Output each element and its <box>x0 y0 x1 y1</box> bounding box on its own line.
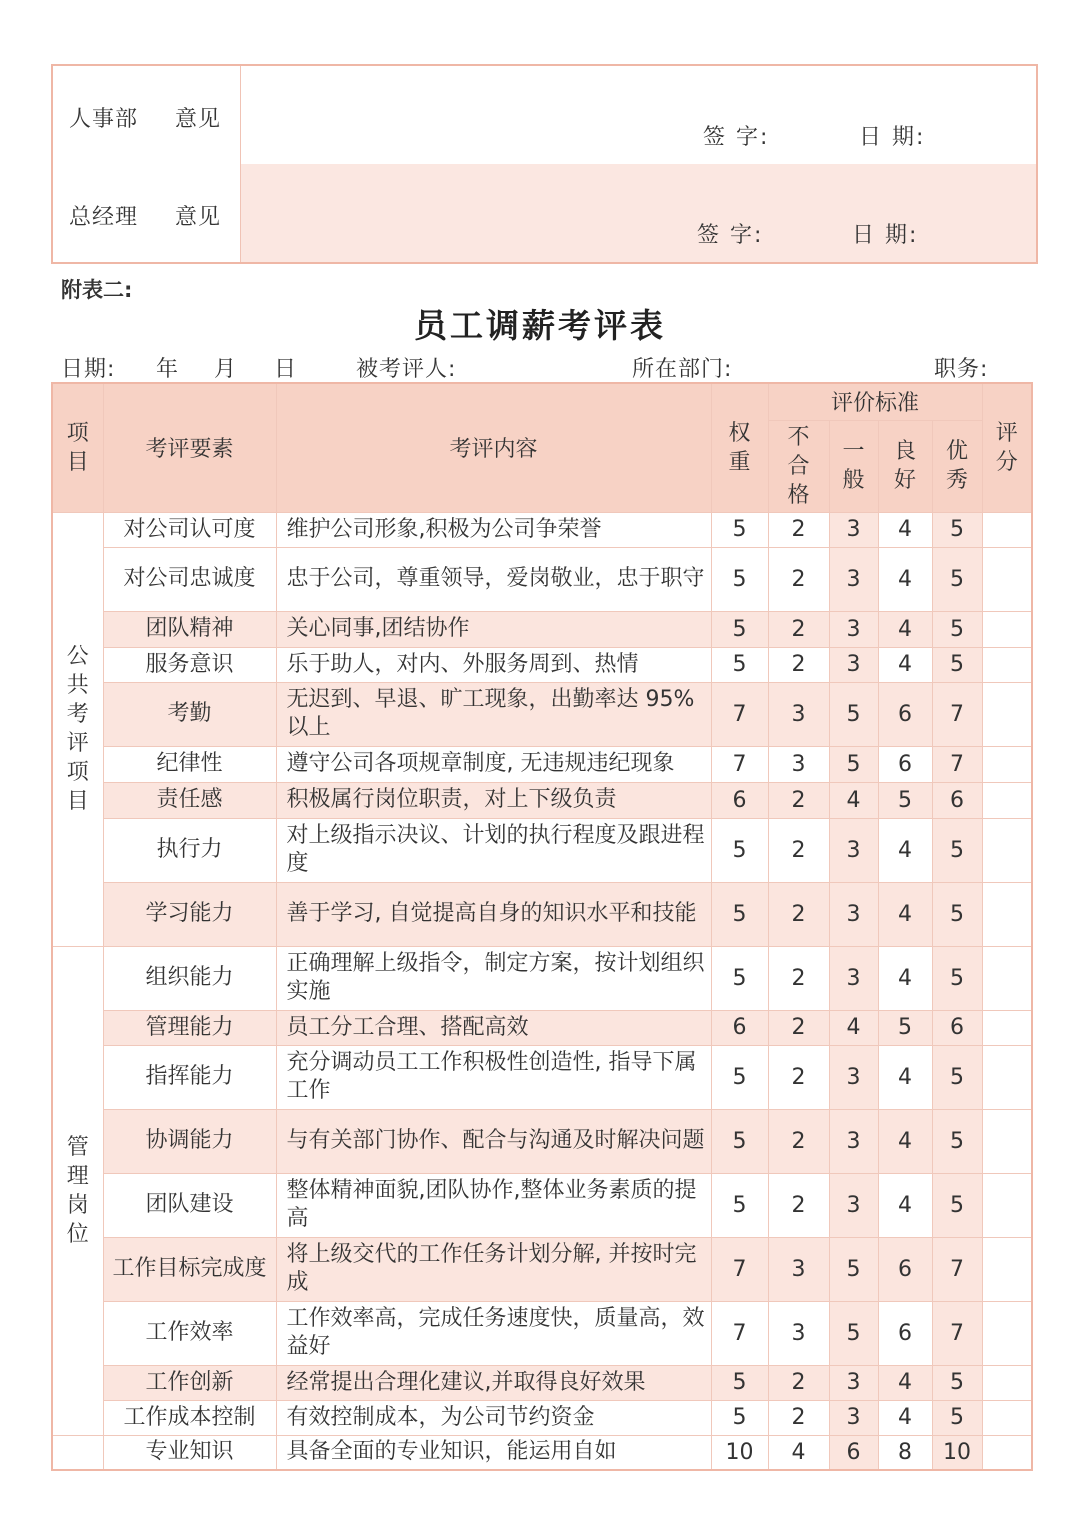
table-body <box>52 512 1032 1470</box>
header-good <box>878 420 932 512</box>
table-row <box>52 512 1032 547</box>
info-department[interactable]: 所在部门: <box>632 357 733 382</box>
header-score-text: 评 分 <box>995 420 1018 475</box>
category-blank <box>52 1435 103 1470</box>
content-cell: 无迟到、早退、旷工现象，出勤率达 95%以上 <box>276 682 711 746</box>
element-cell: 执行力 <box>103 818 276 882</box>
score-input-cell[interactable] <box>982 1237 1032 1301</box>
element-cell: 团队建设 <box>103 1173 276 1237</box>
good-cell: 6 <box>878 1237 932 1301</box>
fail-cell: 3 <box>768 1301 829 1365</box>
hr-opinion-row <box>53 66 1036 165</box>
good-cell: 4 <box>878 1173 932 1237</box>
content-cell: 忠于公司，尊重领导，爱岗敬业，忠于职守 <box>276 547 711 611</box>
score-input-cell[interactable] <box>982 1010 1032 1045</box>
excellent-cell: 5 <box>932 1109 982 1173</box>
normal-cell: 5 <box>829 1301 878 1365</box>
table-row <box>52 746 1032 782</box>
content-cell: 善于学习, 自觉提高自身的知识水平和技能 <box>276 882 711 946</box>
score-input-cell[interactable] <box>982 782 1032 818</box>
content-cell: 充分调动员工工作积极性创造性, 指导下属工作 <box>276 1045 711 1109</box>
table-row <box>52 1109 1032 1173</box>
excellent-cell: 5 <box>932 1400 982 1435</box>
content-cell: 乐于助人，对内、外服务周到、热情 <box>276 647 711 682</box>
good-cell: 4 <box>878 1109 932 1173</box>
score-input-cell[interactable] <box>982 882 1032 946</box>
weight-cell: 5 <box>711 882 768 946</box>
element-cell: 组织能力 <box>103 946 276 1010</box>
content-cell: 具备全面的专业知识，能运用自如 <box>276 1435 711 1470</box>
normal-cell: 5 <box>829 746 878 782</box>
good-cell: 4 <box>878 946 932 1010</box>
score-input-cell[interactable] <box>982 1365 1032 1400</box>
element-cell: 管理能力 <box>103 1010 276 1045</box>
weight-cell: 7 <box>711 1237 768 1301</box>
element-cell: 服务意识 <box>103 647 276 682</box>
content-cell: 整体精神面貌,团队协作,整体业务素质的提高 <box>276 1173 711 1237</box>
excellent-cell: 5 <box>932 547 982 611</box>
normal-cell: 3 <box>829 512 878 547</box>
fail-cell: 2 <box>768 782 829 818</box>
hr-dept: 人事部 <box>69 107 139 132</box>
normal-cell: 6 <box>829 1435 878 1470</box>
table-row <box>52 818 1032 882</box>
good-cell: 8 <box>878 1435 932 1470</box>
normal-cell: 3 <box>829 1109 878 1173</box>
score-input-cell[interactable] <box>982 611 1032 647</box>
table-row <box>52 647 1032 682</box>
element-cell: 纪律性 <box>103 746 276 782</box>
element-cell: 工作成本控制 <box>103 1400 276 1435</box>
fail-cell: 2 <box>768 1010 829 1045</box>
weight-cell: 5 <box>711 1365 768 1400</box>
header-good-text: 良 好 <box>893 439 916 493</box>
normal-cell: 3 <box>829 882 878 946</box>
normal-cell: 5 <box>829 1237 878 1301</box>
fail-cell: 2 <box>768 818 829 882</box>
good-cell: 4 <box>878 1365 932 1400</box>
element-cell: 对公司认可度 <box>103 512 276 547</box>
header-excellent-text: 优 秀 <box>946 439 969 493</box>
fail-cell: 3 <box>768 1237 829 1301</box>
excellent-cell: 5 <box>932 882 982 946</box>
excellent-cell: 5 <box>932 611 982 647</box>
fail-cell: 2 <box>768 1045 829 1109</box>
element-cell: 专业知识 <box>103 1435 276 1470</box>
fail-cell: 2 <box>768 512 829 547</box>
content-cell: 正确理解上级指令，制定方案，按计划组织实施 <box>276 946 711 1010</box>
excellent-cell: 10 <box>932 1435 982 1470</box>
table-header <box>52 383 1032 512</box>
weight-cell: 5 <box>711 547 768 611</box>
info-day: 日 <box>274 357 298 382</box>
fail-cell: 2 <box>768 547 829 611</box>
weight-cell: 7 <box>711 682 768 746</box>
excellent-cell: 5 <box>932 647 982 682</box>
header-fail-text: 不 合 格 <box>787 424 810 508</box>
category-public <box>52 512 103 946</box>
table-row <box>52 611 1032 647</box>
weight-cell: 5 <box>711 818 768 882</box>
header-normal <box>829 420 878 512</box>
excellent-cell: 7 <box>932 682 982 746</box>
normal-cell: 3 <box>829 946 878 1010</box>
normal-cell: 3 <box>829 1045 878 1109</box>
weight-cell: 6 <box>711 1010 768 1045</box>
table-row <box>52 1010 1032 1045</box>
excellent-cell: 6 <box>932 1010 982 1045</box>
fail-cell: 2 <box>768 1365 829 1400</box>
weight-cell: 5 <box>711 1109 768 1173</box>
score-input-cell[interactable] <box>982 682 1032 746</box>
header-element: 考评要素 <box>103 383 276 512</box>
content-cell: 工作效率高，完成任务速度快，质量高，效益好 <box>276 1301 711 1365</box>
excellent-cell: 5 <box>932 946 982 1010</box>
fail-cell: 3 <box>768 746 829 782</box>
content-cell: 维护公司形象,积极为公司争荣誉 <box>276 512 711 547</box>
header-excellent <box>932 420 982 512</box>
excellent-cell: 5 <box>932 1045 982 1109</box>
weight-cell: 6 <box>711 782 768 818</box>
table-row <box>52 1237 1032 1301</box>
fail-cell: 3 <box>768 682 829 746</box>
element-cell: 对公司忠诚度 <box>103 547 276 611</box>
header-content: 考评内容 <box>276 383 711 512</box>
element-cell: 协调能力 <box>103 1109 276 1173</box>
content-cell: 遵守公司各项规章制度, 无违规违纪现象 <box>276 746 711 782</box>
table-row <box>52 1045 1032 1109</box>
weight-cell: 5 <box>711 611 768 647</box>
good-cell: 4 <box>878 647 932 682</box>
weight-cell: 7 <box>711 1301 768 1365</box>
score-input-cell[interactable] <box>982 1400 1032 1435</box>
gm-opinion-label <box>53 164 241 262</box>
element-cell: 工作创新 <box>103 1365 276 1400</box>
table-row <box>52 882 1032 946</box>
hr-opinion-word: 意见 <box>175 107 222 132</box>
score-input-cell[interactable] <box>982 946 1032 1010</box>
score-input-cell[interactable] <box>982 1301 1032 1365</box>
table-row <box>52 946 1032 1010</box>
content-cell: 有效控制成本，为公司节约资金 <box>276 1400 711 1435</box>
content-cell: 员工分工合理、搭配高效 <box>276 1010 711 1045</box>
table-row <box>52 1173 1032 1237</box>
info-evaluatee[interactable]: 被考评人: <box>356 357 457 382</box>
header-weight-text: 权 重 <box>728 420 751 475</box>
good-cell: 4 <box>878 1045 932 1109</box>
good-cell: 5 <box>878 782 932 818</box>
normal-cell: 3 <box>829 1365 878 1400</box>
normal-cell: 3 <box>829 1173 878 1237</box>
weight-cell: 5 <box>711 1045 768 1109</box>
info-year: 年 <box>156 357 180 382</box>
fail-cell: 2 <box>768 882 829 946</box>
excellent-cell: 7 <box>932 1237 982 1301</box>
normal-cell: 5 <box>829 682 878 746</box>
info-date: 日期: <box>61 357 116 382</box>
weight-cell: 5 <box>711 1173 768 1237</box>
fail-cell: 2 <box>768 1109 829 1173</box>
fail-cell: 2 <box>768 611 829 647</box>
good-cell: 5 <box>878 1010 932 1045</box>
gm-opinion-row <box>53 164 1036 262</box>
excellent-cell: 5 <box>932 818 982 882</box>
gm-dept: 总经理 <box>69 205 139 230</box>
good-cell: 4 <box>878 818 932 882</box>
category-management-text: 管 理 岗 位 <box>66 1134 89 1247</box>
score-input-cell[interactable] <box>982 1435 1032 1470</box>
normal-cell: 3 <box>829 547 878 611</box>
table-row <box>52 1400 1032 1435</box>
content-cell: 与有关部门协作、配合与沟通及时解决问题 <box>276 1109 711 1173</box>
excellent-cell: 5 <box>932 512 982 547</box>
good-cell: 6 <box>878 746 932 782</box>
hr-sign-field[interactable]: 签 字: <box>703 125 770 150</box>
good-cell: 4 <box>878 882 932 946</box>
element-cell: 学习能力 <box>103 882 276 946</box>
info-position[interactable]: 职务: <box>934 357 989 382</box>
good-cell: 4 <box>878 512 932 547</box>
appendix-label: 附表二: <box>61 278 133 302</box>
normal-cell: 4 <box>829 782 878 818</box>
score-input-cell[interactable] <box>982 647 1032 682</box>
table-row <box>52 1435 1032 1470</box>
content-cell: 对上级指示决议、计划的执行程度及跟进程度 <box>276 818 711 882</box>
element-cell: 工作目标完成度 <box>103 1237 276 1301</box>
gm-date-field[interactable]: 日 期: <box>852 223 919 248</box>
weight-cell: 5 <box>711 1400 768 1435</box>
hr-opinion-label <box>53 66 241 164</box>
fail-cell: 2 <box>768 647 829 682</box>
fail-cell: 2 <box>768 946 829 1010</box>
fail-cell: 2 <box>768 1173 829 1237</box>
gm-sign-field[interactable]: 签 字: <box>697 223 764 248</box>
score-input-cell[interactable] <box>982 818 1032 882</box>
score-input-cell[interactable] <box>982 1173 1032 1237</box>
normal-cell: 3 <box>829 647 878 682</box>
score-input-cell[interactable] <box>982 746 1032 782</box>
category-management <box>52 946 103 1435</box>
weight-cell: 10 <box>711 1435 768 1470</box>
hr-date-field[interactable]: 日 期: <box>859 125 926 150</box>
header-normal-text: 一 般 <box>842 439 865 493</box>
table-row <box>52 1301 1032 1365</box>
category-public-text: 公 共 考 评 项 目 <box>66 644 89 814</box>
header-weight <box>711 383 768 512</box>
weight-cell: 7 <box>711 746 768 782</box>
excellent-cell: 6 <box>932 782 982 818</box>
opinion-box <box>51 64 1038 264</box>
content-cell: 将上级交代的工作任务计划分解, 并按时完成 <box>276 1237 711 1301</box>
weight-cell: 5 <box>711 647 768 682</box>
content-cell: 经常提出合理化建议,并取得良好效果 <box>276 1365 711 1400</box>
normal-cell: 4 <box>829 1010 878 1045</box>
table-row <box>52 1365 1032 1400</box>
good-cell: 6 <box>878 1301 932 1365</box>
fail-cell: 4 <box>768 1435 829 1470</box>
score-input-cell[interactable] <box>982 512 1032 547</box>
normal-cell: 3 <box>829 1400 878 1435</box>
table-row <box>52 547 1032 611</box>
header-score <box>982 383 1032 512</box>
gm-opinion-word: 意见 <box>175 205 222 230</box>
score-input-cell[interactable] <box>982 547 1032 611</box>
header-item-text: 项 目 <box>66 420 89 475</box>
content-cell: 关心同事,团结协作 <box>276 611 711 647</box>
good-cell: 4 <box>878 611 932 647</box>
header-fail <box>768 420 829 512</box>
good-cell: 6 <box>878 682 932 746</box>
info-month: 月 <box>214 357 238 382</box>
element-cell: 团队精神 <box>103 611 276 647</box>
good-cell: 4 <box>878 547 932 611</box>
page-title: 员工调薪考评表 <box>414 306 666 345</box>
excellent-cell: 7 <box>932 746 982 782</box>
score-input-cell[interactable] <box>982 1045 1032 1109</box>
element-cell: 考勤 <box>103 682 276 746</box>
weight-cell: 5 <box>711 946 768 1010</box>
normal-cell: 3 <box>829 611 878 647</box>
header-standard: 评价标准 <box>768 383 982 420</box>
excellent-cell: 5 <box>932 1365 982 1400</box>
weight-cell: 5 <box>711 512 768 547</box>
header-item <box>52 383 103 512</box>
table-row <box>52 782 1032 818</box>
element-cell: 指挥能力 <box>103 1045 276 1109</box>
good-cell: 4 <box>878 1400 932 1435</box>
content-cell: 积极属行岗位职责，对上下级负责 <box>276 782 711 818</box>
score-input-cell[interactable] <box>982 1109 1032 1173</box>
fail-cell: 2 <box>768 1400 829 1435</box>
table-row <box>52 682 1032 746</box>
excellent-cell: 7 <box>932 1301 982 1365</box>
evaluation-table <box>51 382 1033 1471</box>
excellent-cell: 5 <box>932 1173 982 1237</box>
element-cell: 责任感 <box>103 782 276 818</box>
normal-cell: 3 <box>829 818 878 882</box>
element-cell: 工作效率 <box>103 1301 276 1365</box>
